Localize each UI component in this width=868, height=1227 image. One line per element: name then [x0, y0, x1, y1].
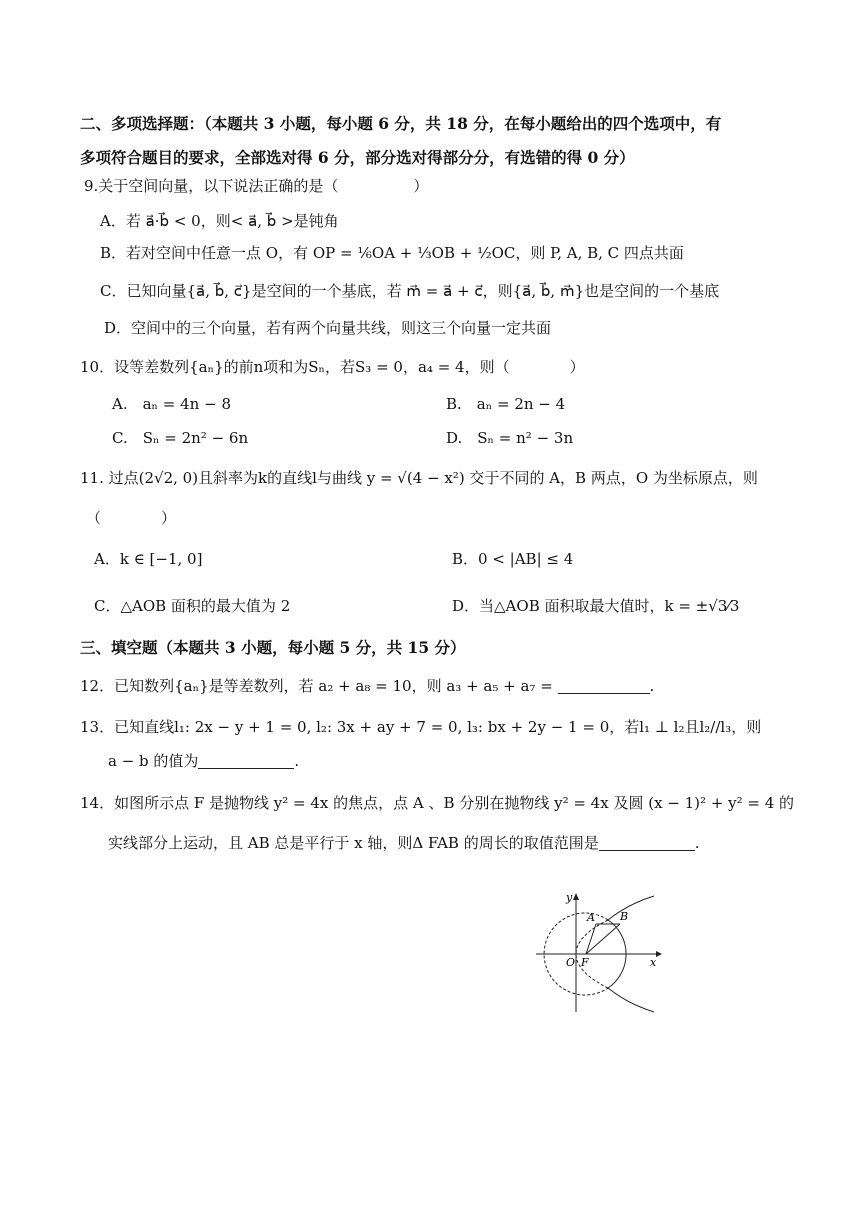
- label-f: F: [581, 956, 589, 969]
- label-o: O: [566, 956, 576, 969]
- q14-figure: [528, 888, 668, 1018]
- q9-option-a: A．若 a⃗·b⃗ < 0，则< a⃗, b⃗ >是钝角: [100, 212, 339, 230]
- q9-option-b: B．若对空间中任意一点 O，有 OP = ⅙OA + ⅓OB + ½OC，则 P, A, B, C 四点共面: [100, 244, 684, 262]
- q12-stem: 12．已知数列{aₙ}是等差数列，若 a₂ + a₈ = 10，则 a₃ + a₅ + a₇ =: [80, 677, 553, 695]
- q9-option-c: C．已知向量{a⃗, b⃗, c⃗}是空间的一个基底，若 m⃗ = a⃗ + c⃗，则{a⃗, b⃗, m⃗}也是空间的一个基底: [100, 282, 720, 300]
- q14-end: .: [694, 834, 700, 852]
- q14-line2: 实线部分上运动，且 AB 总是平行于 x 轴，则Δ FAB 的周长的取值范围是: [108, 834, 599, 852]
- q13-answer-blank[interactable]: [198, 752, 294, 769]
- q9-option-d: D．空间中的三个向量，若有两个向量共线，则这三个向量一定共面: [104, 319, 552, 337]
- x-axis-arrow: [656, 951, 662, 957]
- q14-answer-blank[interactable]: [599, 834, 695, 851]
- q11-answer-paren: （ ）: [86, 509, 177, 527]
- q13-line1: 13．已知直线l₁: 2x − y + 1 = 0, l₂: 3x + ay + 7 = 0, l₃: bx + 2y − 1 = 0，若l₁ ⊥ l₂且l₂//l₃，则: [80, 718, 762, 736]
- q10-option-a: A. aₙ = 4n − 8: [112, 395, 231, 413]
- q11-stem: 11. 过点(2√2, 0)且斜率为k的直线l与曲线 y = √(4 − x²) 交于不同的 A，B 两点，O 为坐标原点，则: [80, 469, 758, 487]
- parabola-solid-part: [608, 896, 654, 920]
- section2-heading-cont: 多项符合题目的要求，全部选对得 6 分，部分选对得部分分，有选错的得 0 分）: [80, 148, 635, 167]
- q10-option-d: D. Sₙ = n² − 3n: [446, 429, 574, 447]
- q13-line2-wrap: [108, 750, 299, 772]
- q12-end: .: [649, 677, 655, 695]
- q10-stem: 10．设等差数列{aₙ}的前n项和为Sₙ，若S₃ = 0，a₄ = 4，则（ ）: [80, 358, 585, 376]
- q12-stem-line: [80, 675, 654, 697]
- q12-answer-blank[interactable]: [558, 677, 650, 694]
- q11-option-b: B．0 < |AB| ≤ 4: [452, 550, 574, 568]
- label-y: y: [566, 891, 573, 904]
- q13-end: .: [294, 752, 300, 770]
- label-x: x: [650, 956, 657, 969]
- y-axis-arrow: [573, 893, 579, 900]
- q11-option-a: A．k ∈ [−1, 0]: [94, 550, 203, 568]
- q10-option-b: B. aₙ = 2n − 4: [446, 395, 566, 413]
- label-b: B: [620, 910, 629, 923]
- q14-line1: 14．如图所示点 F 是抛物线 y² = 4x 的焦点，点 A 、B 分别在抛物线 y² = 4x 及圆 (x − 1)² + y² = 4 的: [80, 794, 795, 812]
- section2-heading: 二、多项选择题：（本题共 3 小题，每小题 6 分，共 18 分，在每小题给出的四个选项中，有: [80, 114, 722, 133]
- parabola-solid-part-lower: [608, 988, 654, 1012]
- section3-heading: 三、填空题（本题共 3 小题，每小题 5 分，共 15 分）: [80, 638, 466, 657]
- q14-line2-wrap: [108, 832, 700, 854]
- label-a: A: [587, 911, 595, 924]
- q11-option-c: C．△AOB 面积的最大值为 2: [94, 597, 291, 615]
- q13-line2: a − b 的值为: [108, 752, 199, 770]
- q9-stem: 9.关于空间向量，以下说法正确的是（ ）: [84, 177, 429, 195]
- q11-option-d: D．当△AOB 面积取最大值时，k = ±√3⁄3: [452, 597, 740, 615]
- q10-option-c: C. Sₙ = 2n² − 6n: [112, 429, 249, 447]
